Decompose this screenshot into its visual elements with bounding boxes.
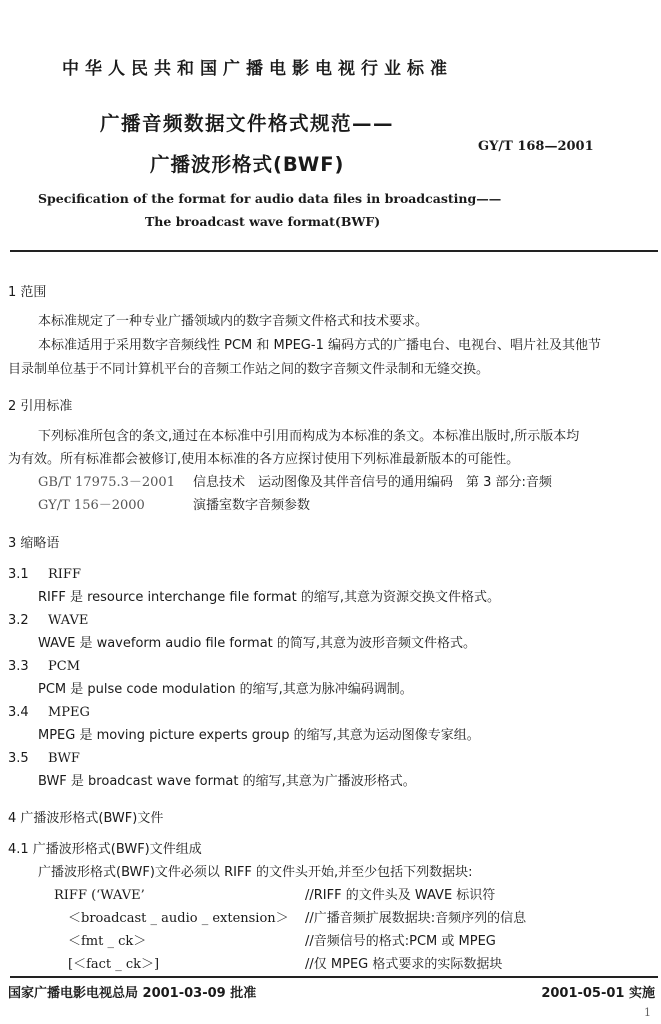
abbrev-term: RIFF: [48, 567, 81, 582]
abbrev-definition: MPEG 是 moving picture experts group 的缩写,其意为运动图像专家组。: [38, 728, 480, 743]
effective-date: 2001-05-01 实施: [541, 986, 655, 1001]
code-line-comment: //广播音频扩展数据块:音频序列的信息: [305, 911, 527, 926]
document-title-line1: 广播音频数据文件格式规范——: [100, 112, 395, 135]
abbrev-definition: RIFF 是 resource interchange file format 的缩写,其意为资源交换文件格式。: [38, 590, 500, 605]
issuing-body-header: 中华人民共和国广播电影电视行业标准: [62, 59, 453, 79]
section-2-paragraph-1b: 为有效。所有标准都会被修订,使用本标准的各方应探讨使用下列标准最新版本的可能性。: [8, 452, 520, 467]
section-4-1-heading: 4.1 广播波形格式(BWF)文件组成: [8, 842, 202, 857]
section-3-heading: 3 缩略语: [8, 536, 60, 551]
code-line-left: ＜broadcast _ audio _ extension＞: [68, 911, 289, 926]
abbrev-term: MPEG: [48, 705, 90, 720]
code-line-left: [＜fact _ ck＞]: [68, 957, 160, 972]
code-line-left: ＜fmt _ ck＞: [68, 934, 147, 949]
section-2-paragraph-1a: 下列标准所包含的条文,通过在本标准中引用而构成为本标准的条文。本标准出版时,所示版本均: [38, 429, 580, 444]
abbrev-number: 3.1: [8, 567, 29, 582]
reference-1-title: 信息技术 运动图像及其伴音信号的通用编码 第 3 部分:音频: [193, 475, 552, 490]
header-divider: [10, 250, 658, 252]
abbrev-term: PCM: [48, 659, 81, 674]
abbrev-definition: WAVE 是 waveform audio file format 的简写,其意为波形音频文件格式。: [38, 636, 477, 651]
english-title-line2: The broadcast wave format(BWF): [145, 214, 381, 229]
reference-2-code: GY/T 156－2000: [38, 498, 145, 513]
code-line-comment: //RIFF 的文件头及 WAVE 标识符: [305, 888, 496, 903]
abbrev-definition: BWF 是 broadcast wave format 的缩写,其意为广播波形格式。: [38, 774, 416, 789]
section-1-heading: 1 范围: [8, 285, 47, 300]
code-line-comment: //仅 MPEG 格式要求的实际数据块: [305, 957, 503, 972]
abbrev-number: 3.4: [8, 705, 29, 720]
english-title-line1: Specification of the format for audio data files in broadcasting——: [38, 191, 502, 206]
code-line-left: RIFF (‘WAVE’: [54, 888, 145, 903]
abbrev-term: BWF: [48, 751, 80, 766]
approval-line: 国家广播电影电视总局 2001-03-09 批准: [8, 986, 257, 1001]
abbrev-number: 3.5: [8, 751, 29, 766]
section-4-1-intro: 广播波形格式(BWF)文件必须以 RIFF 的文件头开始,并至少包括下列数据块:: [38, 865, 473, 880]
section-2-heading: 2 引用标准: [8, 399, 73, 414]
abbrev-definition: PCM 是 pulse code modulation 的缩写,其意为脉冲编码调制。: [38, 682, 413, 697]
reference-2-title: 演播室数字音频参数: [193, 498, 311, 513]
page-number: 1: [644, 1006, 651, 1019]
standard-code: GY/T 168—2001: [478, 139, 594, 154]
section-4-heading: 4 广播波形格式(BWF)文件: [8, 811, 164, 826]
abbrev-number: 3.3: [8, 659, 29, 674]
reference-1-code: GB/T 17975.3－2001: [38, 475, 175, 490]
section-1-paragraph-2a: 本标准适用于采用数字音频线性 PCM 和 MPEG-1 编码方式的广播电台、电视台、唱片社及其他节: [38, 338, 601, 353]
document-title-line2: 广播波形格式(BWF): [150, 153, 345, 176]
abbrev-term: WAVE: [48, 613, 89, 628]
code-line-comment: //音频信号的格式:PCM 或 MPEG: [305, 934, 496, 949]
footer-divider: [10, 976, 658, 978]
abbrev-number: 3.2: [8, 613, 29, 628]
section-1-paragraph-1: 本标准规定了一种专业广播领域内的数字音频文件格式和技术要求。: [38, 314, 429, 329]
section-1-paragraph-2b: 目录制单位基于不同计算机平台的音频工作站之间的数字音频文件录制和无缝交换。: [8, 362, 490, 377]
